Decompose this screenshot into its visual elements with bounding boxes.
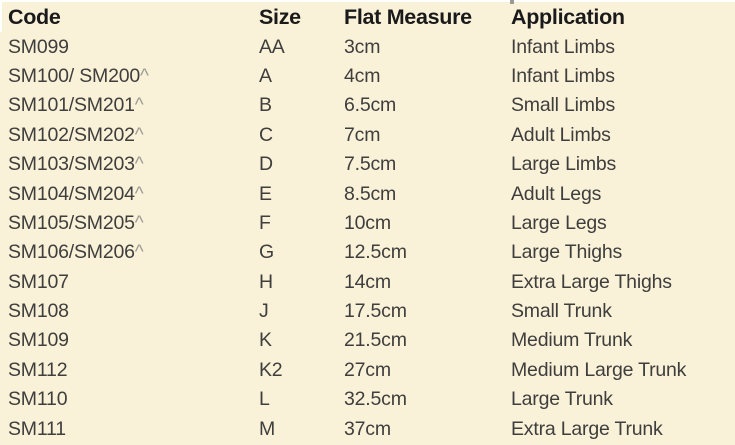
size-cell: M [259,417,276,440]
flat-measure-cell: 3cm [344,35,381,58]
table-row [0,209,735,238]
table-row [0,385,735,414]
flat-measure-cell: 21.5cm [344,329,407,352]
flat-measure-cell: 10cm [344,211,391,234]
size-cell: K [259,329,272,352]
application-cell: Small Trunk [511,300,612,323]
table-body [0,32,735,443]
column-header-flat-measure: Flat Measure [344,5,472,30]
size-cell: A [259,64,272,87]
code-cell: SM101/SM201^ [8,94,144,117]
sizing-table [0,3,735,444]
code-cell: SM108 [8,300,69,323]
code-cell: SM110 [8,388,68,411]
table-row [0,121,735,150]
size-cell: F [259,211,271,234]
size-cell: D [259,153,273,176]
flat-measure-cell: 12.5cm [344,241,407,264]
size-cell: H [259,270,273,293]
application-cell: Adult Limbs [511,123,611,146]
flat-measure-cell: 17.5cm [344,300,407,323]
code-cell: SM111 [8,417,66,440]
size-cell: J [259,300,269,323]
table-row [0,91,735,120]
code-cell: SM106/SM206^ [8,241,144,264]
caret-mark: ^ [134,212,144,234]
table-row [0,32,735,61]
size-cell: C [259,123,273,146]
flat-measure-cell: 7.5cm [344,153,397,176]
size-cell: B [259,94,272,117]
column-header-application: Application [511,5,625,30]
application-cell: Infant Limbs [511,35,615,58]
flat-measure-cell: 8.5cm [344,182,397,205]
application-cell: Extra Large Trunk [511,417,663,440]
column-header-code: Code [8,5,61,30]
code-cell: SM102/SM202^ [8,123,144,146]
code-cell: SM104/SM204^ [8,182,144,205]
caret-mark: ^ [134,242,144,264]
application-cell: Large Legs [511,211,607,234]
table-row [0,326,735,355]
table-header-row [0,3,735,32]
caret-mark: ^ [134,124,144,146]
size-cell: E [259,182,272,205]
application-cell: Medium Large Trunk [511,358,687,381]
column-header-size: Size [259,5,301,30]
size-cell: G [259,241,274,264]
application-cell: Large Trunk [511,388,613,411]
application-cell: Extra Large Thighs [511,270,672,293]
table-row [0,356,735,385]
flat-measure-cell: 14cm [344,270,391,293]
code-cell: SM109 [8,329,69,352]
cropped-text-artifact [510,0,514,4]
code-cell: SM100/ SM200^ [8,64,149,87]
application-cell: Infant Limbs [511,64,615,87]
caret-mark: ^ [134,183,144,205]
flat-measure-cell: 6.5cm [344,94,397,117]
application-cell: Large Thighs [511,241,623,264]
table-row [0,414,735,443]
table-row [0,297,735,326]
flat-measure-cell: 32.5cm [344,388,407,411]
code-cell: SM099 [8,35,69,58]
table-row [0,268,735,297]
code-cell: SM103/SM203^ [8,153,144,176]
size-cell: L [259,388,270,411]
caret-mark: ^ [140,65,149,87]
caret-mark: ^ [134,154,144,176]
code-cell: SM105/SM205^ [8,211,144,234]
flat-measure-cell: 27cm [344,358,391,381]
table-row [0,238,735,267]
application-cell: Large Limbs [511,153,617,176]
application-cell: Medium Trunk [511,329,633,352]
code-cell: SM107 [8,270,69,293]
code-cell: SM112 [8,358,68,381]
application-cell: Small Limbs [511,94,615,117]
crop-edge-top [0,0,735,2]
size-cell: K2 [259,358,283,381]
application-cell: Adult Legs [511,182,602,205]
table-row [0,150,735,179]
flat-measure-cell: 4cm [344,64,381,87]
table-row [0,179,735,208]
size-cell: AA [259,35,285,58]
flat-measure-cell: 37cm [344,417,391,440]
flat-measure-cell: 7cm [344,123,381,146]
crop-edge-left [0,0,2,32]
caret-mark: ^ [134,95,144,117]
table-row [0,62,735,91]
